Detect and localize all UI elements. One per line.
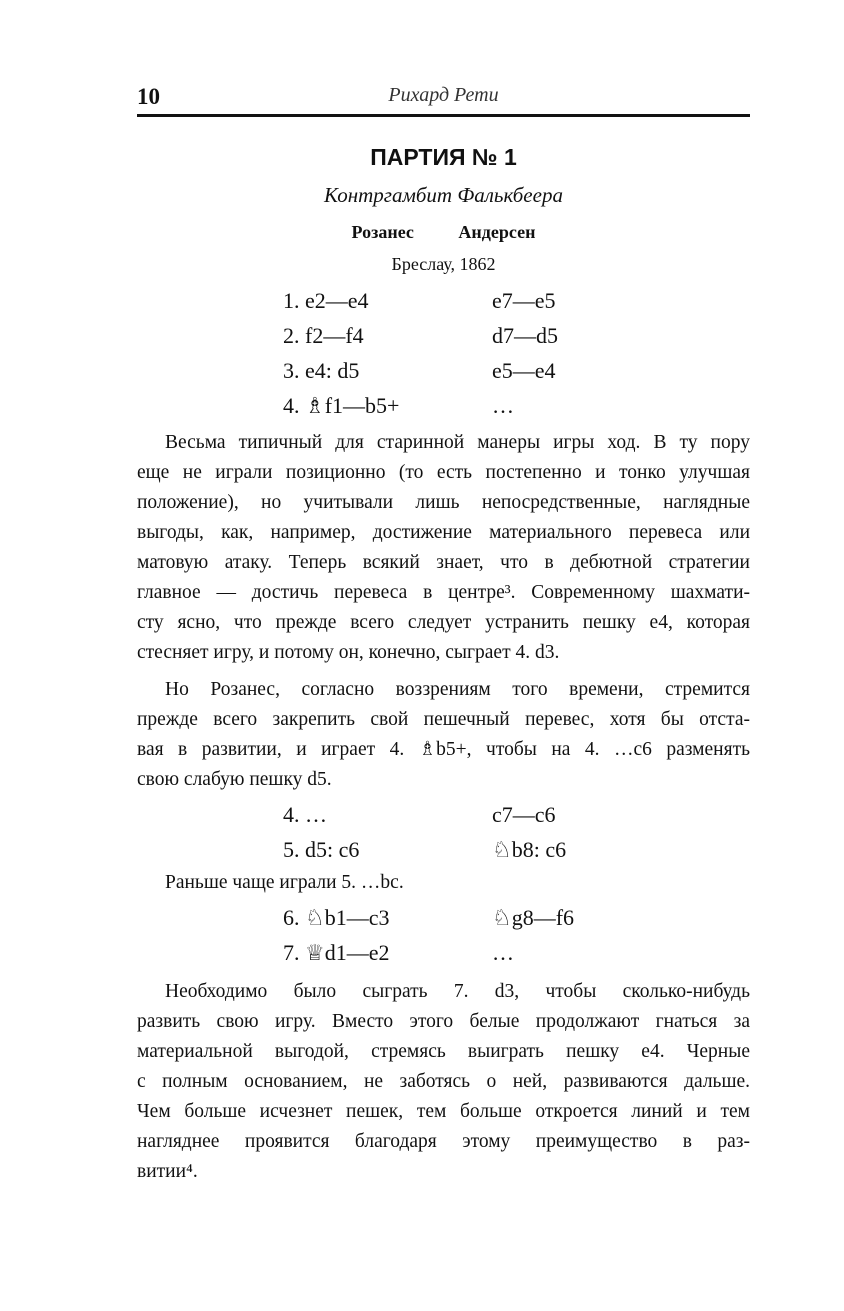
move-row [283,353,683,388]
black-player: Андерсен [458,222,536,242]
text-line: витии⁴. [137,1161,198,1182]
text-line: Чем больше исчезнет пешек, тем больше откроется линий и тем [137,1101,750,1122]
move-row [283,797,683,832]
move-row [283,388,683,423]
text-line: прежде всего закрепить свой пешечный перевес, хотя бы отста- [137,709,750,730]
black-move: ♘g8—f6 [492,905,575,930]
text-line: выгоды, как, например, достижение материального перевеса или [137,522,750,543]
white-move: 7. ♕d1—e2 [283,940,390,965]
running-head: Рихард Рети [388,84,499,106]
text-line: Но Розанес, согласно воззрениям того времени, стремится [165,679,750,700]
text-line: Необходимо было сыграть 7. d3, чтобы сколько-нибудь [165,981,750,1002]
page-number: 10 [137,84,160,109]
black-move: c7—c6 [492,802,556,827]
text-line: матовую атаку. Теперь всякий знает, что в дебютной стратегии [137,552,750,573]
game-title: ПАРТИЯ № 1 [370,144,517,170]
game-place: Бреслау, 1862 [391,254,496,274]
header-rule [137,114,750,117]
black-move: e7—e5 [492,288,556,313]
opening-name: Контргамбит Фалькбеера [324,183,563,207]
moves-block-3 [283,900,683,970]
white-move: 4. … [283,802,327,827]
text-line: сту ясно, что прежде всего следует устранить пешку e4, которая [137,612,750,633]
black-move: ♘b8: c6 [492,837,567,862]
black-move: d7—d5 [492,323,558,348]
white-move: 5. d5: c6 [283,837,360,862]
players [137,222,750,243]
black-move: … [492,940,514,965]
text-line: материальной выгодой, стремясь выиграть пешку e4. Черные [137,1041,750,1062]
black-move: e5—e4 [492,358,556,383]
text-line: еще не играли позиционно (то есть постепенно и тонко улучшая [137,462,750,483]
white-move: 6. ♘b1—c3 [283,905,390,930]
note-text: Раньше чаще играли 5. …bc. [165,872,404,893]
text-line: нагляднее проявится благодаря этому преимущество в раз- [137,1131,750,1152]
moves-block-2 [283,797,683,867]
black-move: … [492,393,514,418]
text-line: развить свою игру. Вместо этого белые продолжают гнаться за [137,1011,750,1032]
text-line: вая в развитии, и играет 4. ♗b5+, чтобы на 4. …c6 разменять [137,739,750,760]
move-row [283,283,683,318]
text-line: стесняет игру, и потому он, конечно, сыграет 4. d3. [137,642,560,663]
text-line: главное — достичь перевеса в центре³. Современному шахмати- [137,582,750,603]
white-move: 1. e2—e4 [283,288,369,313]
text-line: Весьма типичный для старинной манеры игры ход. В ту пору [165,432,750,453]
move-row [283,900,683,935]
text-line: с полным основанием, не заботясь о ней, развиваются дальше. [137,1071,750,1092]
paragraph-1 [137,428,750,668]
text-line: положение), но учитывали лишь непосредственные, наглядные [137,492,750,513]
paragraph-3 [137,977,750,1187]
text-line: свою слабую пешку d5. [137,769,332,790]
move-row [283,935,683,970]
white-move: 4. ♗f1—b5+ [283,393,400,418]
move-row [283,318,683,353]
paragraph-2 [137,675,750,795]
move-row [283,832,683,867]
white-move: 3. e4: d5 [283,358,360,383]
white-move: 2. f2—f4 [283,323,364,348]
moves-block-1 [283,283,683,423]
white-player: Розанес [351,222,414,242]
